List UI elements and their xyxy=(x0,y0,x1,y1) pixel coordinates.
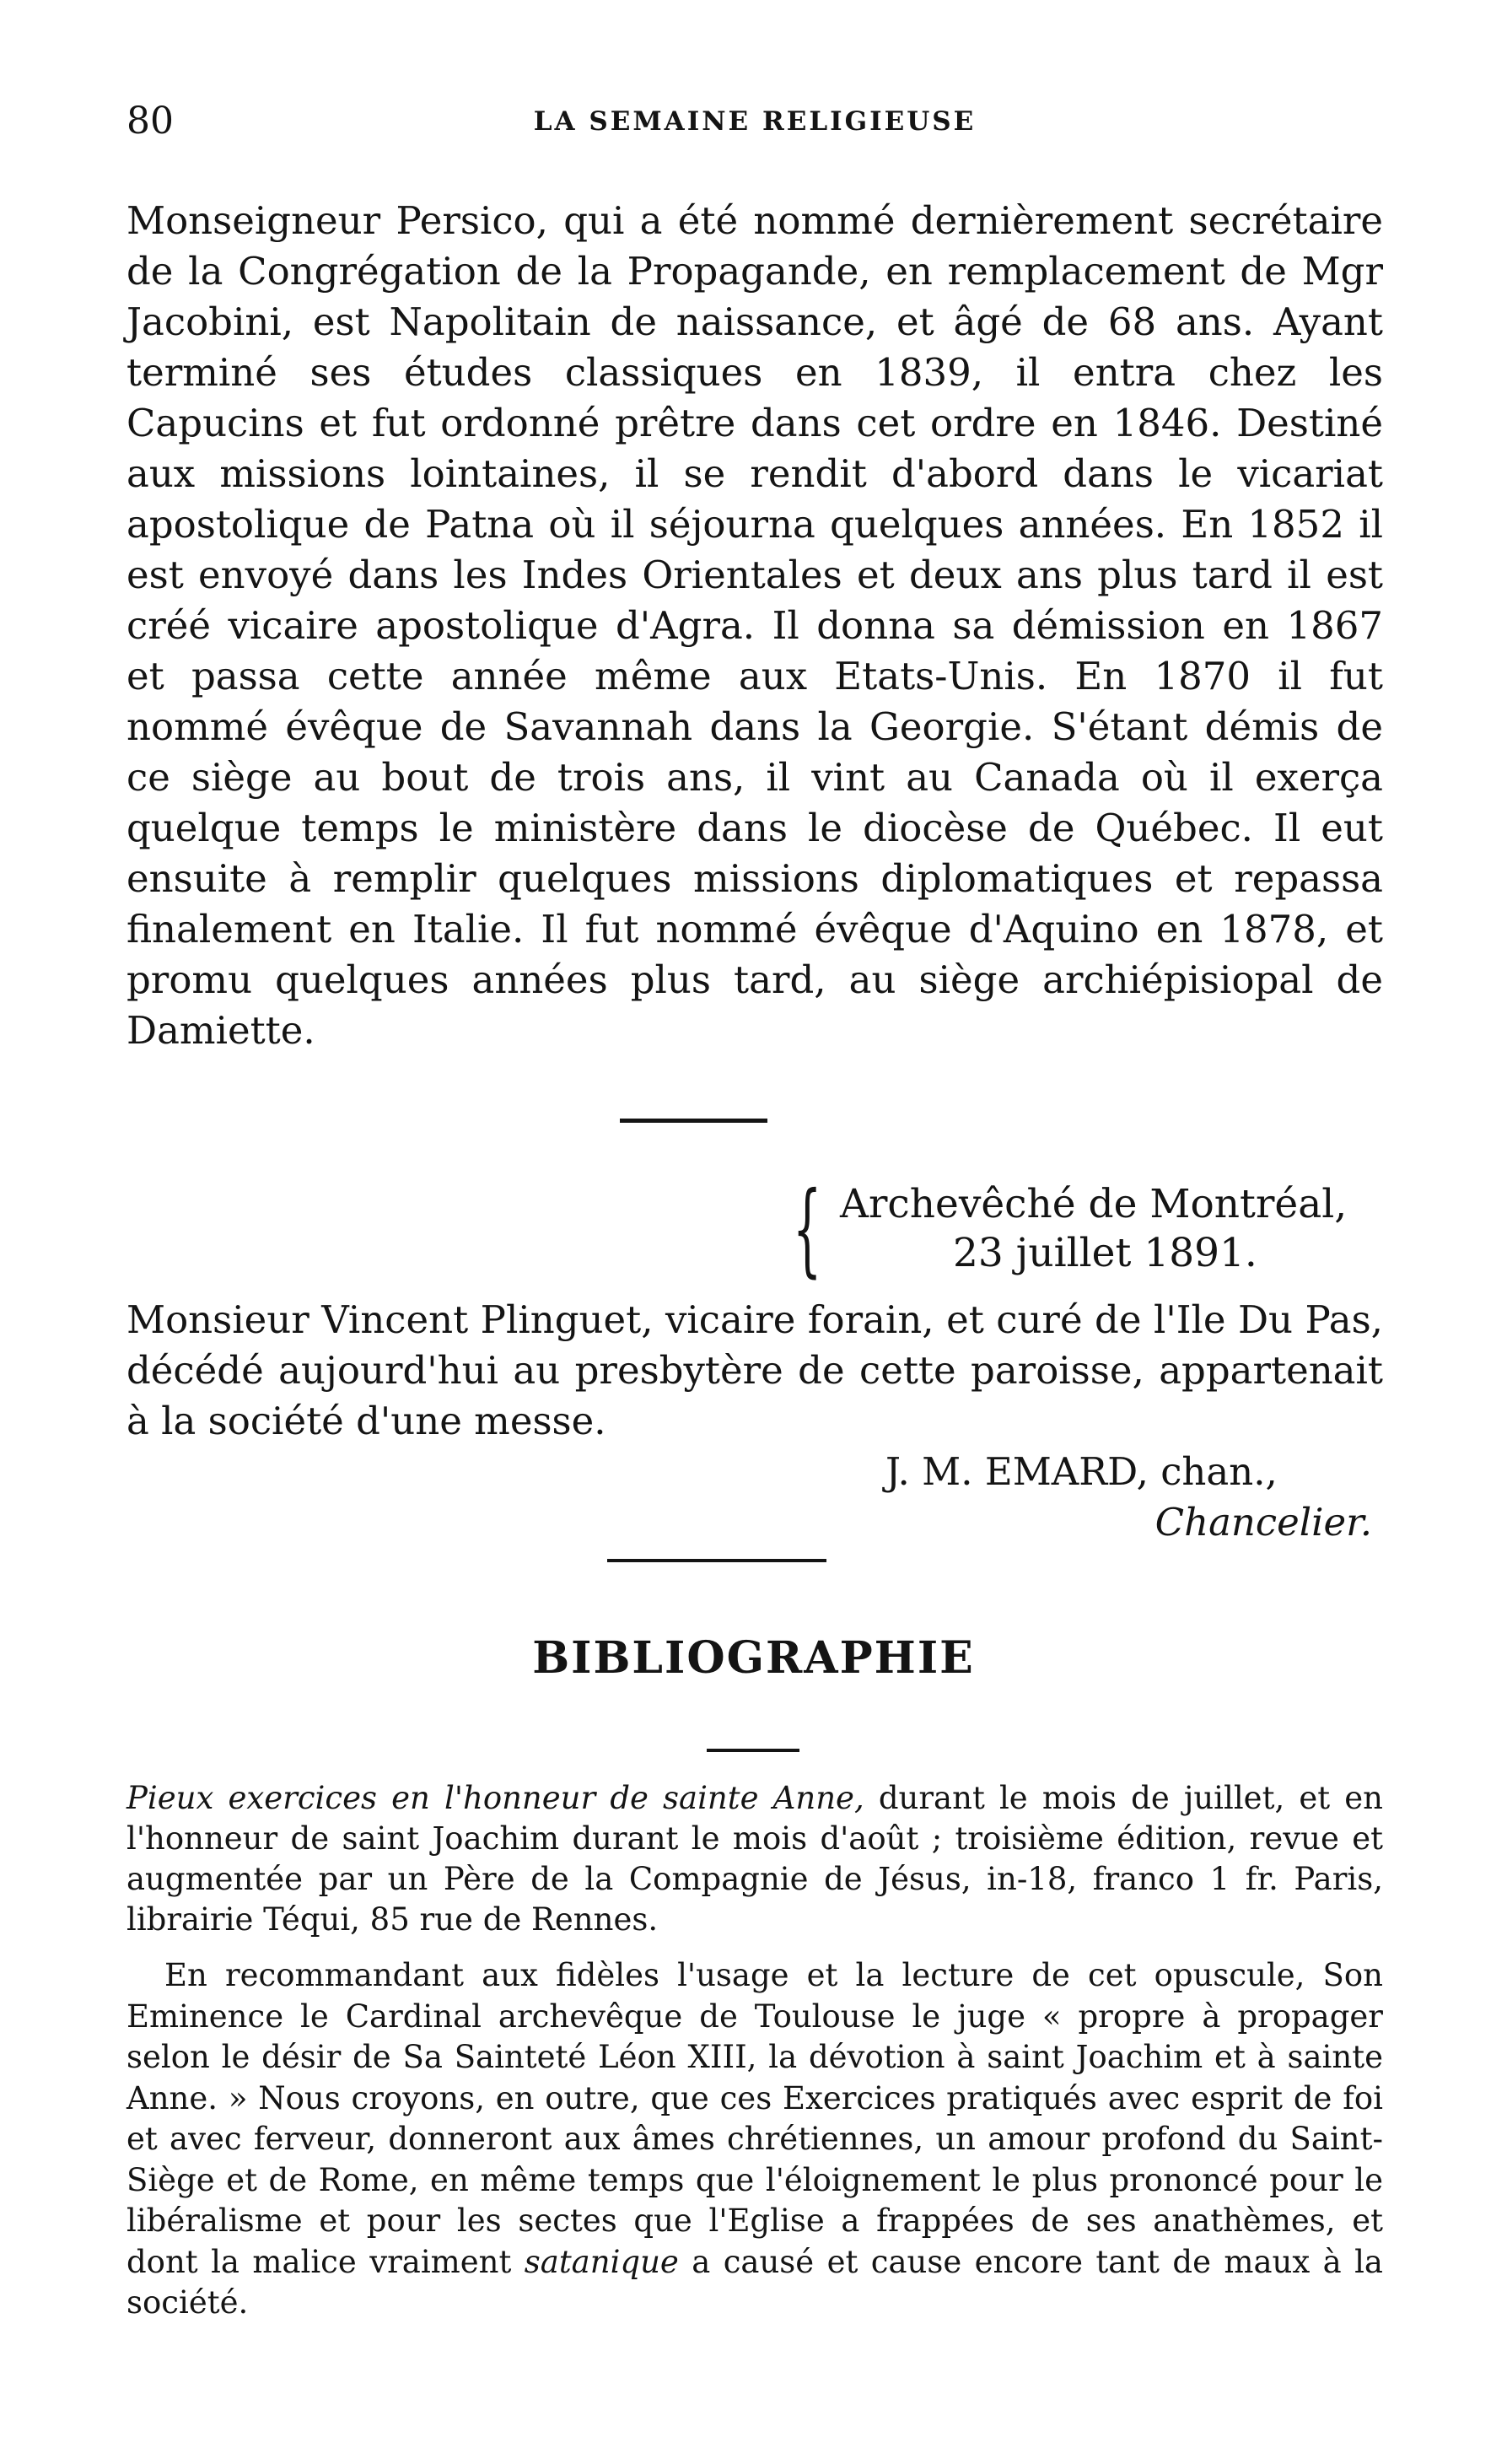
title-underline xyxy=(707,1749,799,1752)
brace-glyph: { xyxy=(793,1171,822,1288)
review-paragraph xyxy=(126,1955,1383,2324)
article-paragraph: Monseigneur Persico, qui a été nommé dernièrement secrétaire de la Congrégation de la Propagande, en remplacement de Mgr Jacobini, est Napolitain de naissance, et âgé de 68 ans. Ayant terminé ses études classiques en 1839, il entra chez les Capucins et fut ordonné prêtre dans cet ordre en 1846. Destiné aux missions lointaines, il se rendit d'abord dans le vicariat apostolique de Patna où il séjourna quelques années. En 1852 il est envoyé dans les Indes Orientales et deux ans plus tard il est créé vicaire apostolique d'Agra. Il donna sa démission en 1867 et passa cette année même aux Etats-Unis. En 1870 il fut nommé évêque de Savannah dans la Georgie. S'étant démis de ce siège au bout de trois ans, il vint au Canada où il exerça quelque temps le ministère dans le diocèse de Québec. Il eut ensuite à remplir quelques missions diplomatiques et repassa finalement en Italie. Il fut nommé évêque d'Aquino en 1878, et promu quelques années plus tard, au siège archiépisiopal de Damiette. xyxy=(126,198,1383,1053)
notice-paragraph: Monsieur Vincent Plinguet, vicaire forain, et curé de l'Ile Du Pas, décédé aujourd'hui au presbytère de cette paroisse, appartenait à la société d'une messe. xyxy=(126,1297,1383,1443)
review-text-end: a causé et cause encore tant de maux à la société. xyxy=(126,2243,1383,2321)
signature-name: J. M. EMARD, chan., xyxy=(885,1449,1278,1494)
page-header xyxy=(126,100,1383,150)
dateline-place: Archevêché de Montréal, xyxy=(840,1181,1348,1227)
review-italic-word: satanique xyxy=(524,2243,679,2280)
dateline-date: 23 juillet 1891. xyxy=(953,1230,1257,1276)
section-divider xyxy=(607,1559,826,1562)
book-title: Pieux exercices en l'honneur de sainte Anne, xyxy=(126,1780,864,1816)
page-number: 80 xyxy=(126,100,174,143)
section-title: BIBLIOGRAPHIE xyxy=(532,1632,975,1684)
book-details: durant le mois de juillet, et en l'honneur de saint Joachim durant le mois d'août ; troisième édition, revue et augmentée par un Père de la Compagnie de Jésus, in-18, franco 1 fr. Paris, librairie Téqui, 85 rue de Rennes. xyxy=(126,1780,1383,1938)
section-divider xyxy=(620,1119,767,1123)
running-title: LA SEMAINE RELIGIEUSE xyxy=(533,106,977,137)
review-text-start: En recommandant aux fidèles l'usage et la lecture de cet opuscule, Son Eminence le Cardinal archevêque de Toulouse le juge « propre à propager selon le désir de Sa Sainteté Léon XIII, la dévotion à saint Joachim et à sainte Anne. » Nous croyons, en outre, que ces Exercices pratiqués avec esprit de foi et avec ferveur, donneront aux âmes chrétiennes, un amour profond du Saint-Siège et de Rome, en même temps que l'éloignement le plus prononcé pour le libéralisme et pour les sectes que l'Eglise a frappées de ses anathèmes, et dont la malice vraiment xyxy=(126,1957,1383,2280)
signature-title: Chancelier. xyxy=(1154,1500,1372,1545)
book-entry xyxy=(126,1778,1383,1940)
